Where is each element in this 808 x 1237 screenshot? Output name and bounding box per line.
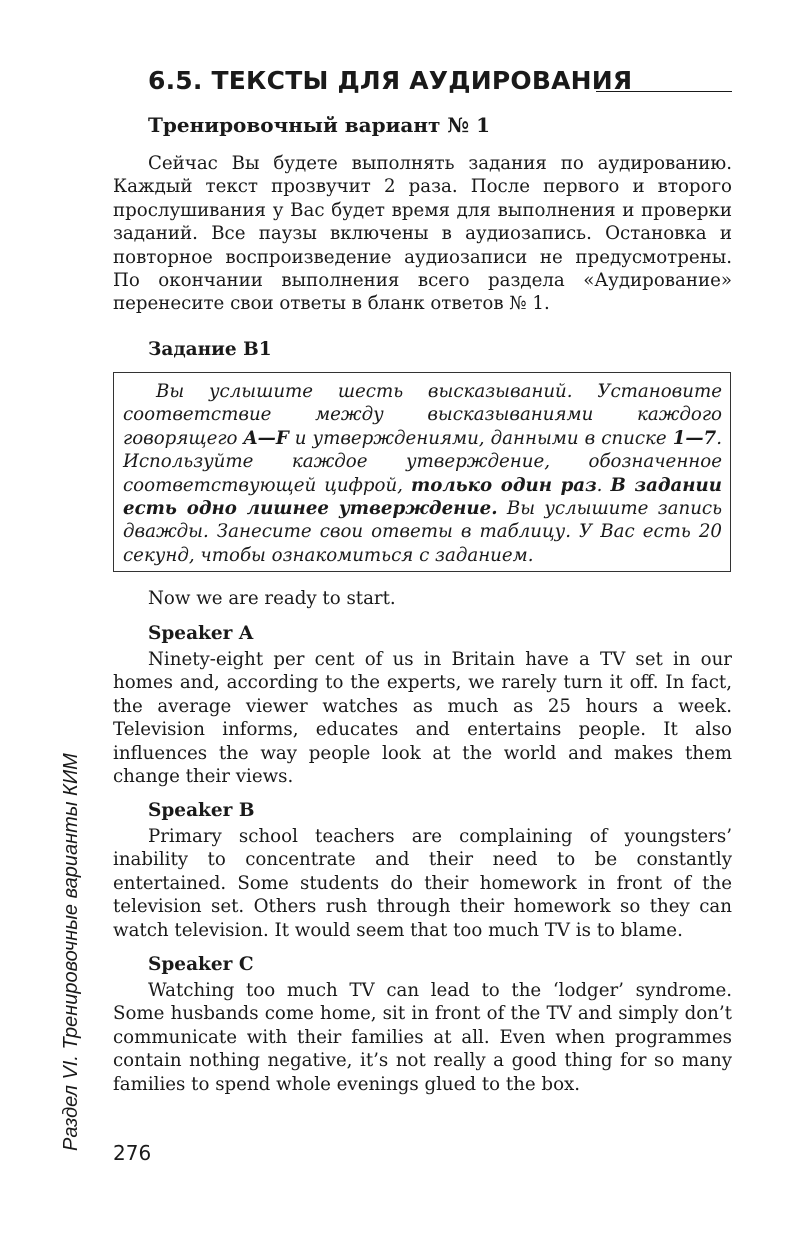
task-range-letters: A—F <box>243 427 289 449</box>
task-title: Задание B1 <box>148 339 272 360</box>
speaker-c-label: Speaker C <box>148 954 254 975</box>
task-extra-note: В задании есть одно лишнее утверждение. <box>123 474 722 520</box>
speaker-b-text: Primary school teachers are complaining of youngsters’ inability to concentrate and their need to be constantly entertained. Some students do their homework in front of the television set. Others rush through their homework so they can watch television. It would seem that too much TV is to blame. <box>113 826 732 941</box>
section-title: 6.5. ТЕКСТЫ ДЛЯ АУДИРОВАНИЯ <box>148 66 633 95</box>
side-caption: Раздел VI. Тренировочные варианты КИМ <box>60 753 82 1151</box>
variant-title: Тренировочный вариант № 1 <box>148 113 490 137</box>
ready-line: Now we are ready to start. <box>148 588 396 609</box>
intro-paragraph: Сейчас Вы будете выполнять задания по аудированию. Каждый текст прозвучит 2 раза. После первого и второго прослушивания у Вас будет время для выполнения и проверки заданий. Все паузы включены в аудиозапись. Остановка и повторное воспроизведение аудиозаписи не предусмотрены. По окончании выполнения всего раздела «Аудирование» перенесите свои ответы в бланк ответов № 1. <box>113 153 732 315</box>
task-text-part3: . Используйте каждое утверждение, обозначенное соответствующей цифрой, <box>123 427 722 496</box>
speaker-a-label: Speaker A <box>148 623 254 644</box>
task-text-part1: Вы услышите шесть высказываний. Установите соответствие между высказываниями каждого говорящего <box>123 381 722 449</box>
task-text-part5: Вы услышите запись дважды. Занесите свои ответы в таблицу. У Вас есть 20 секунд, чтобы ознакомиться с заданием. <box>123 498 722 566</box>
task-text-part4: . <box>596 474 611 496</box>
task-emphasis: только один раз <box>411 474 597 496</box>
title-rule <box>596 91 732 92</box>
speaker-b-label: Speaker B <box>148 800 255 821</box>
page-number: 276 <box>113 1141 152 1165</box>
task-instructions <box>123 380 722 567</box>
task-text-part2: и утверждениями, данными в списке <box>288 427 673 449</box>
speaker-a-text: Ninety-eight per cent of us in Britain have a TV set in our homes and, according to the experts, we rarely turn it off. In fact, the average viewer watches as much as 25 hours a week. Television informs, educates and entertains people. It also influences the way people look at the world and makes them change their views. <box>113 649 732 788</box>
speaker-c-text: Watching too much TV can lead to the ‘lodger’ syndrome. Some husbands come home, sit in front of the TV and simply don’t communicate with their families at all. Even when programmes contain nothing negative, it’s not really a good thing for so many families to spend whole evenings glued to the box. <box>113 980 732 1095</box>
task-instructions-box <box>113 372 731 572</box>
task-range-numbers: 1—7 <box>672 427 717 449</box>
